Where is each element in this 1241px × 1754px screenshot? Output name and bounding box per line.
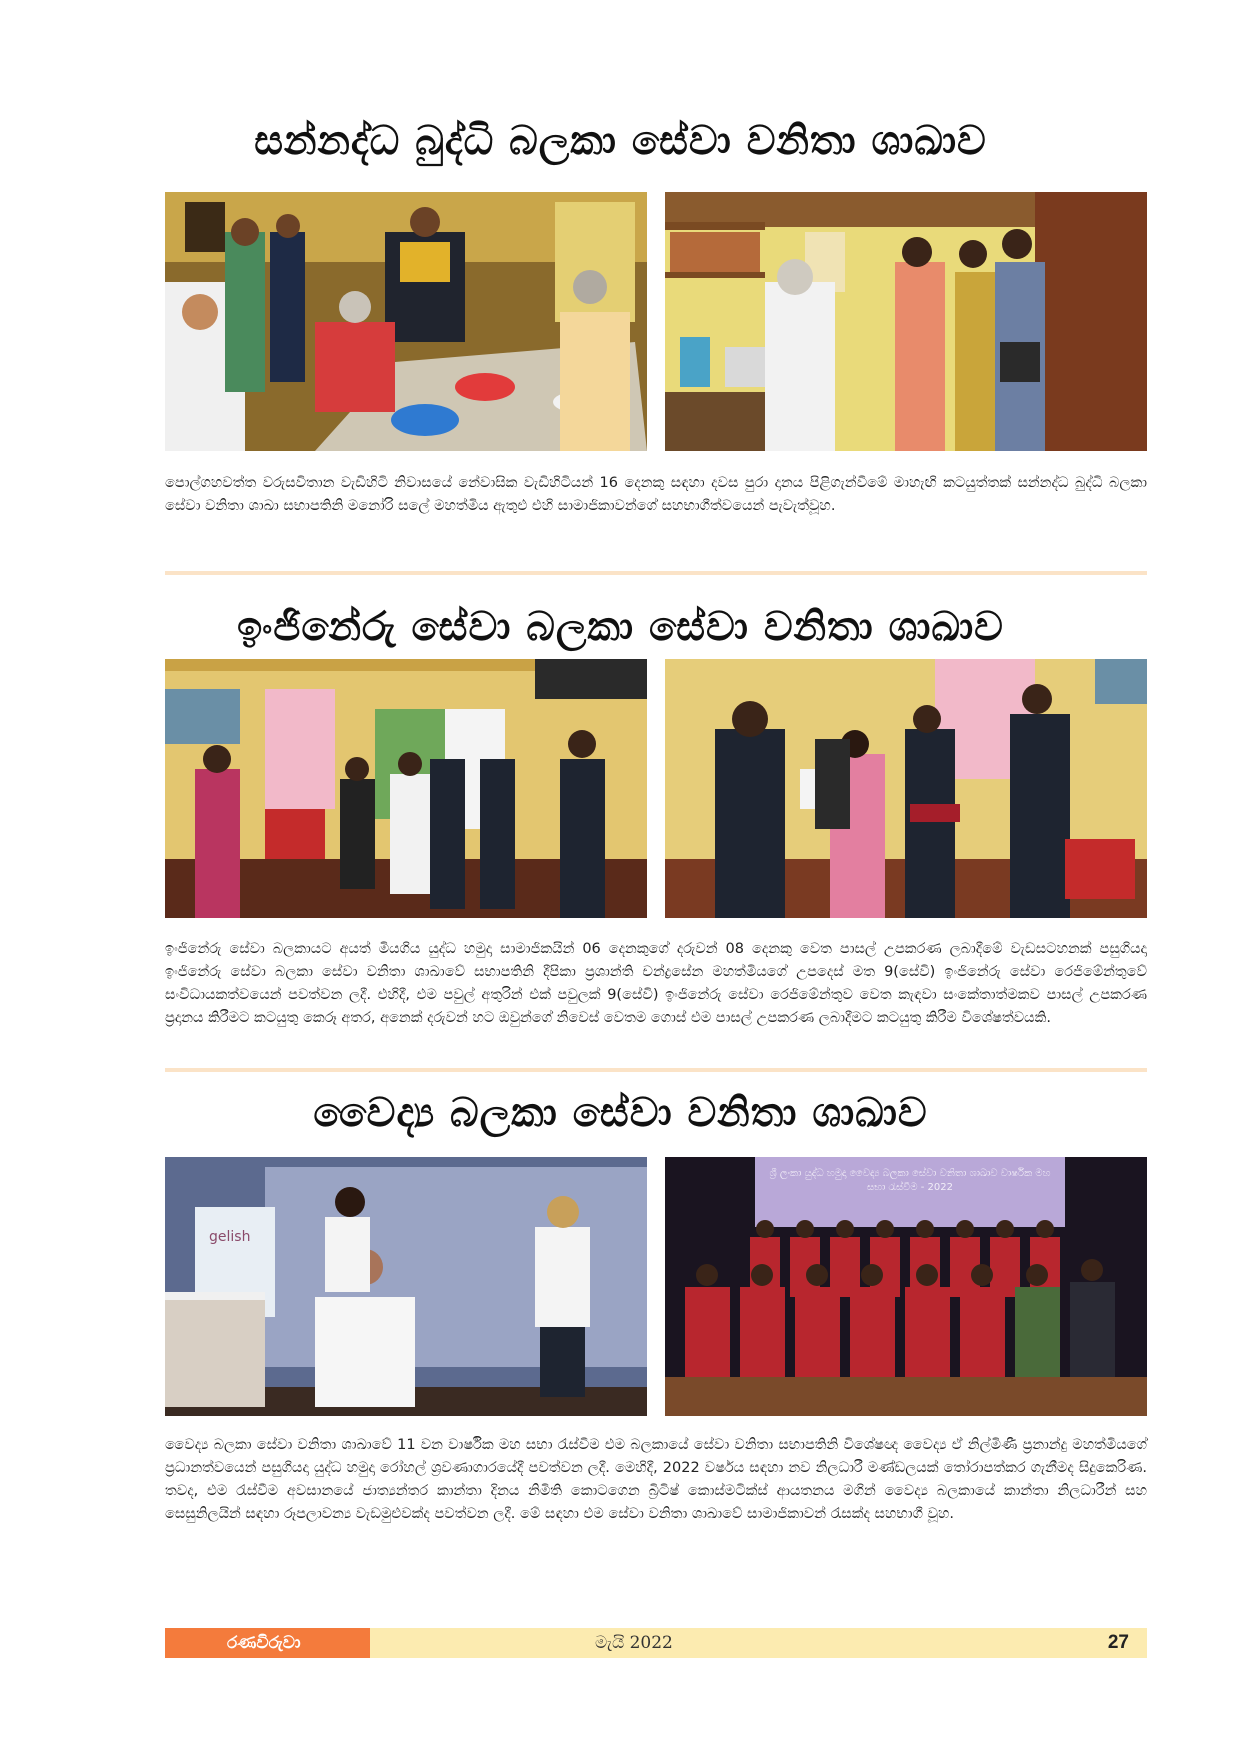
section3-caption: වෛද්‍ය බලකා සේවා වනිතා ශාඛාවේ 11 වන වාර්ෂික මහ සභා රැස්වීම එම බලකායේ සේවා වනිතා සභාපතිනි විශේෂඥ වෛද්‍ය ඒ නිල්මිණී ප්‍රනාන්දු මහත්මියගේ ප්‍රධානත්වයෙන් පසුගියදා යුද්ධ හමුදා රෝහල් ශ්‍රවණාගාරයේදී පවත්වන ලදී. මෙහිදී, 2022 වර්ෂය සඳහා නව නිලධාරී මණ්ඩලයක් තෝරාපත්කර ගැනීමද සිදුකෙරිණ. තවද, එම රැස්වීම අවසානයේ ජාත්‍යන්තර කාන්තා දිනය නිමිති කොටගෙන බ්‍රිටිෂ් කොස්මටික්ස් ආයතනය මගින් වෛද්‍ය බලකායේ කාන්තා නිලධාරීන් සහ සෙසුනිලයින් සඳහා රූපලාවන්‍ය වැඩමුළුවක්ද පවත්වන ලදී. මේ සඳහා එම සේවා වනිතා ශාඛාවේ සාමාජිකාවන් රැසක්ද සහභාගී වූහ. <box>165 1437 1147 1522</box>
photo-school-supplies-handover <box>665 659 1147 918</box>
section-title-intelligence-corps: සන්නද්ධ බුද්ධි බලකා සේවා වනිතා ශාඛාව <box>254 118 987 164</box>
photo-group-annual-meeting <box>665 1157 1147 1416</box>
section-divider <box>165 1068 1147 1072</box>
photo-elders-home-visit <box>665 192 1147 451</box>
gelish-sign: gelish <box>209 1229 251 1245</box>
section2-caption: ඉංජිනේරු සේවා බලකායට අයත් මියගිය යුද්ධ හමුදා සාමාජිකයින් 06 දෙනකුගේ දරුවන් 08 දෙනකු වෙත පාසල් උපකරණ ලබාදීමේ වැඩසටහනක් පසුගියදා ඉංජිනේරු සේවා බලකා සේවා වනිතා ශාඛාවේ සභාපතිනි දීපිකා ප්‍රශාන්ති චන්ද්‍රසේන මහත්මියගේ උපදෙස් මත 9(සේවි) ඉංජිනේරු සේවා රෙජිමේන්තුවේ සංවිධායකත්වයෙන් පවත්වන ලදී. එහිදී, එම පවුල් අතුරින් එක් පවුලක් 9(සේවි) ඉංජිනේරු සේවා රෙජිමේන්තුව වෙත කැඳවා සංකේතාත්මකව පාසල් උපකරණ ප්‍රදානය කිරීමට කටයුතු කෙරූ අතර, අනෙක් දරුවන් හට ඔවුන්ගේ නිවෙස් වෙතම ගොස් එම පාසල් උපකරණ ලබාදීමට කටයුතු කිරීම විශේෂත්වයකි. <box>165 941 1147 1026</box>
section-title-medical-corps: වෛද්‍ය බලකා සේවා වනිතා ශාඛාව <box>313 1090 928 1136</box>
photo-elders-home-visit-graphic <box>665 192 1147 451</box>
issue-date: මැයි 2022 <box>595 1633 673 1653</box>
photo-group-annual-meeting-graphic <box>665 1157 1147 1416</box>
photo-school-supplies-handover-graphic <box>665 659 1147 918</box>
section1-caption: පොල්ගහවත්ත වරුසවිතාන වැඩිහිටි නිවාසයේ නේවාසික වැඩිහිටියන් 16 දෙනකු සඳහා දවස පුරා දානය පිළිගැන්වීමේ මාහැඟි කටයුත්තක් සන්නද්ධ බුද්ධි බලකා සේවා වනිතා ශාඛා සභාපතිනි මනෝරි සලේ මහත්මිය ඇතුළු එහි සාමාජිකාවන්ගේ සහභාගීත්වයෙන් පැවැත්වූහ. <box>165 475 1147 514</box>
photo-elders-home-meal-graphic <box>165 192 647 451</box>
page-number: 27 <box>1107 1632 1129 1653</box>
section-divider <box>165 571 1147 575</box>
magazine-brand: රණවිරුවා <box>165 1628 370 1658</box>
photo-school-supplies-room-graphic <box>165 659 647 918</box>
photo-beauty-workshop-graphic <box>165 1157 647 1416</box>
page-footer <box>165 1628 1147 1658</box>
section-title-engineer-services: ඉංජිනේරු සේවා බලකා සේවා වනිතා ශාඛාව <box>237 604 1004 650</box>
meeting-banner-text: ශ්‍රී ලංකා යුද්ධ හමුදා වෛද්‍ය බලකා සේවා වනිතා ශාඛාව වාර්ෂික මහ සභා රැස්වීම - 2022 <box>769 1168 1051 1193</box>
photo-elders-home-meal <box>165 192 647 451</box>
photo-school-supplies-room <box>165 659 647 918</box>
photo-beauty-workshop <box>165 1157 647 1416</box>
